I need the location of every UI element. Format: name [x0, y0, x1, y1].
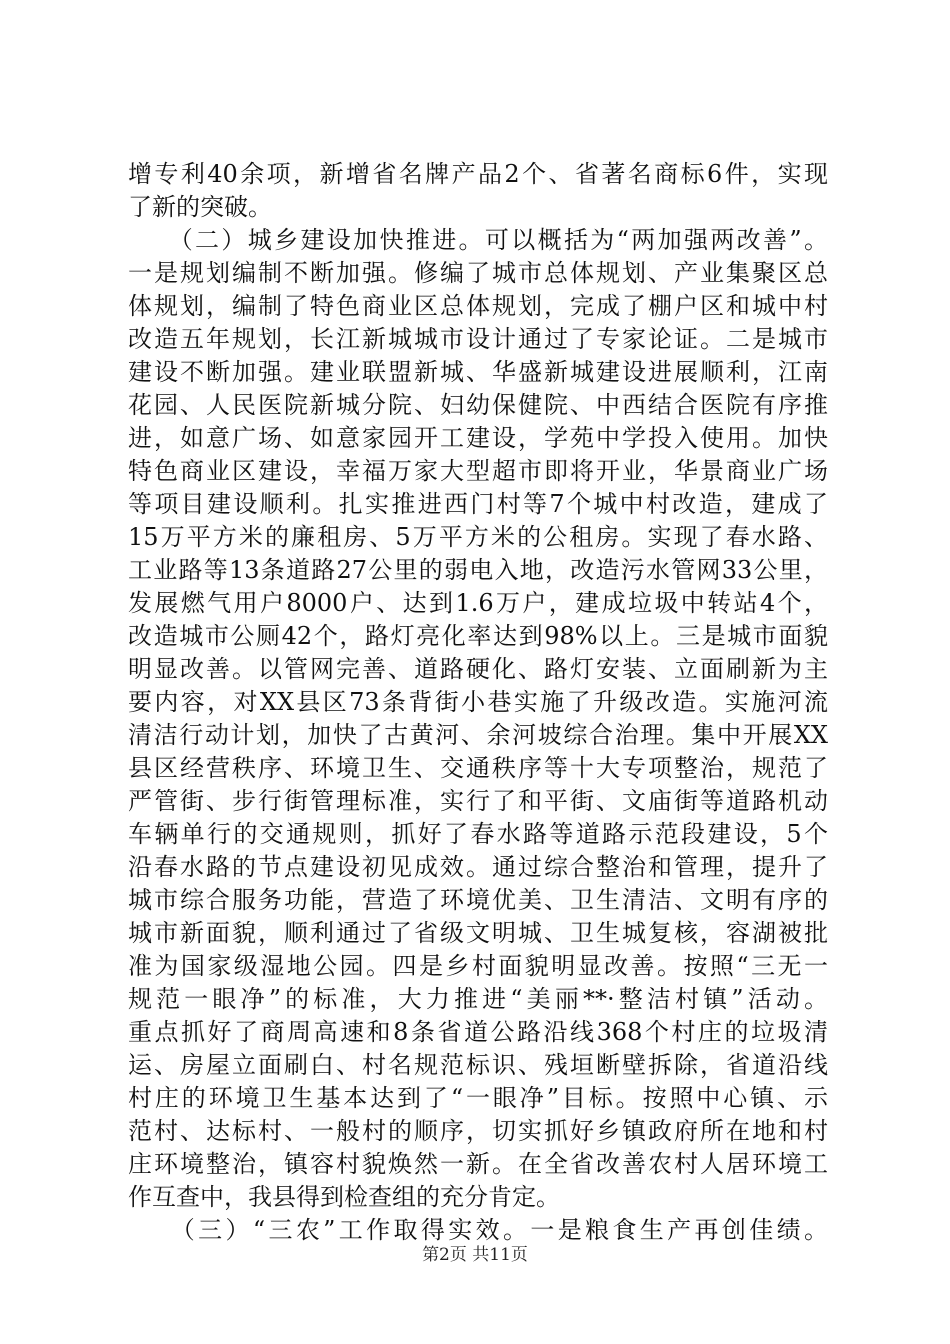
body-text: [128, 158, 828, 1247]
text-line: 进，如意广场、如意家园开工建设，学苑中学投入使用。加快: [128, 424, 828, 452]
text-line: 沿春水路的节点建设初见成效。通过综合整治和管理，提升了: [128, 853, 828, 881]
text-line: 庄环境整治，镇容村貌焕然一新。在全省改善农村人居环境工: [128, 1150, 828, 1178]
text-line: 范村、达标村、一般村的顺序，切实抓好乡镇政府所在地和村: [128, 1117, 828, 1145]
text-line: 发展燃气用户8000户、达到1.6万户，建成垃圾中转站4个，: [128, 589, 828, 617]
text-line: 工业路等13条道路27公里的弱电入地，改造污水管网33公里，: [128, 556, 828, 584]
text-line: 规范一眼净”的标准，大力推进“美丽**·整洁村镇”活动。: [128, 985, 828, 1013]
text-line: 运、房屋立面刷白、村名规范标识、残垣断壁拆除，省道沿线: [128, 1051, 828, 1079]
text-line: 要内容，对XX县区73条背街小巷实施了升级改造。实施河流: [128, 688, 828, 716]
text-line: 作互查中，我县得到检查组的充分肯定。: [128, 1183, 560, 1211]
page-footer: 第2页 共11页: [422, 1245, 528, 1265]
text-line: （二）城乡建设加快推进。可以概括为“两加强两改善”。: [128, 226, 828, 254]
text-line: 明显改善。以管网完善、道路硬化、路灯安装、立面刷新为主: [128, 655, 828, 683]
text-line: 车辆单行的交通规则，抓好了春水路等道路示范段建设，5个: [128, 820, 828, 848]
text-line: 清洁行动计划，加快了古黄河、余河坡综合治理。集中开展XX: [128, 721, 828, 749]
text-line: 村庄的环境卫生基本达到了“一眼净”目标。按照中心镇、示: [128, 1084, 828, 1112]
text-line: 15万平方米的廉租房、5万平方米的公租房。实现了春水路、: [128, 523, 828, 551]
text-line: （三）“三农”工作取得实效。一是粮食生产再创佳绩。: [128, 1216, 828, 1244]
text-line: 等项目建设顺利。扎实推进西门村等7个城中村改造，建成了: [128, 490, 828, 518]
text-line: 改造城市公厕42个，路灯亮化率达到98%以上。三是城市面貌: [128, 622, 828, 650]
text-line: 严管街、步行街管理标准，实行了和平街、文庙街等道路机动: [128, 787, 828, 815]
text-line: 改造五年规划，长江新城城市设计通过了专家论证。二是城市: [128, 325, 828, 353]
text-line: 一是规划编制不断加强。修编了城市总体规划、产业集聚区总: [128, 259, 828, 287]
text-line: 县区经营秩序、环境卫生、交通秩序等十大专项整治，规范了: [128, 754, 828, 782]
text-line: 建设不断加强。建业联盟新城、华盛新城建设进展顺利，江南: [128, 358, 828, 386]
text-line: 城市新面貌，顺利通过了省级文明城、卫生城复核，容湖被批: [128, 919, 828, 947]
text-line: 准为国家级湿地公园。四是乡村面貌明显改善。按照“三无一: [128, 952, 828, 980]
text-line: 花园、人民医院新城分院、妇幼保健院、中西结合医院有序推: [128, 391, 828, 419]
text-line: 城市综合服务功能，营造了环境优美、卫生清洁、文明有序的: [128, 886, 828, 914]
text-line: 重点抓好了商周高速和8条省道公路沿线368个村庄的垃圾清: [128, 1018, 828, 1046]
text-line: 增专利40余项，新增省名牌产品2个、省著名商标6件，实现: [128, 160, 828, 188]
text-line: 特色商业区建设，幸福万家大型超市即将开业，华景商业广场: [128, 457, 828, 485]
text-line: 体规划，编制了特色商业区总体规划，完成了棚户区和城中村: [128, 292, 828, 320]
text-line: 了新的突破。: [128, 193, 272, 221]
